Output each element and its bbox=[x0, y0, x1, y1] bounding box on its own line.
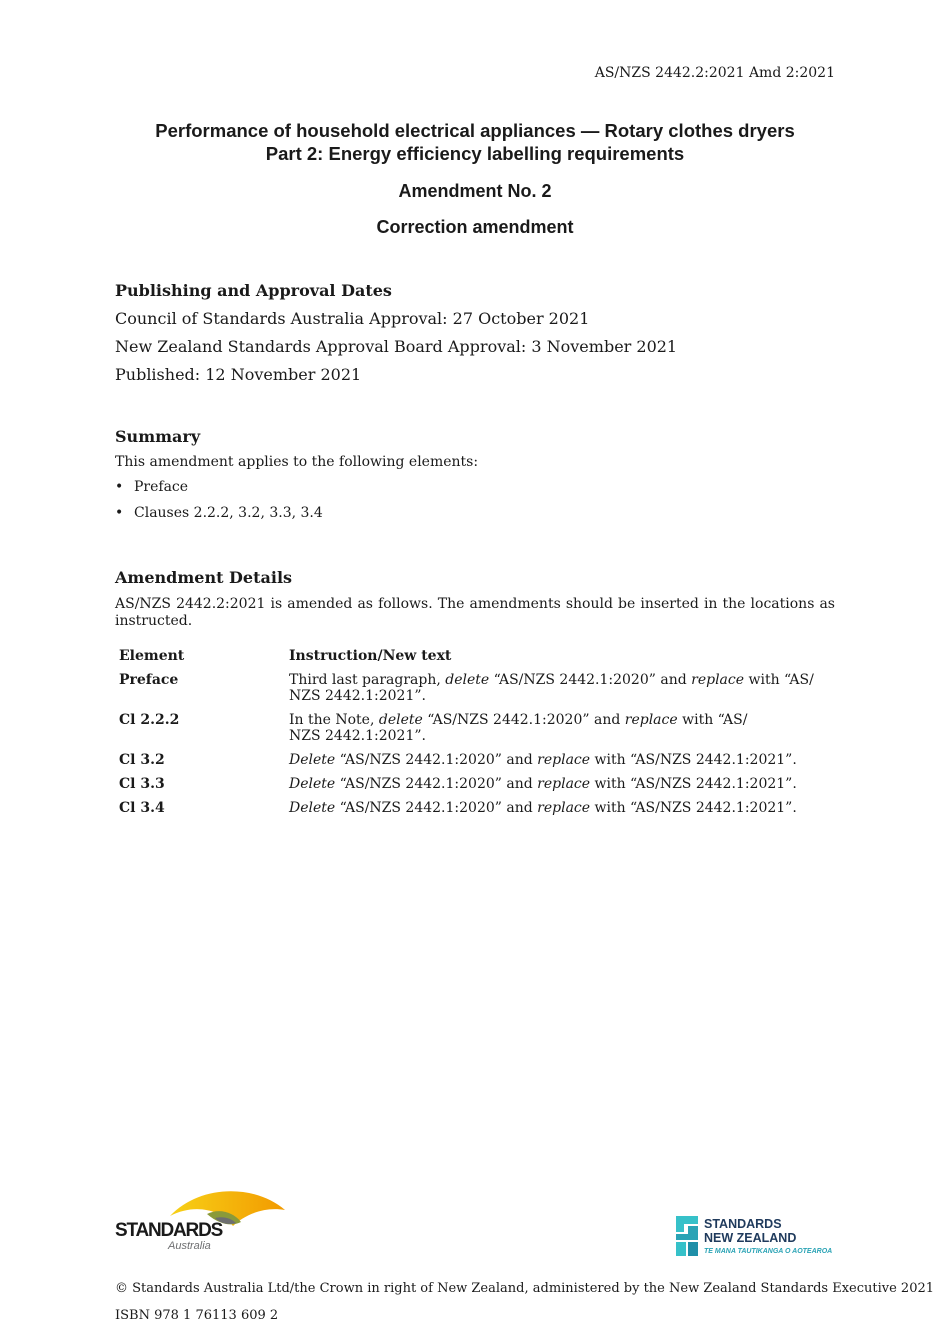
instruction-cell bbox=[285, 800, 835, 824]
summary-list bbox=[115, 479, 835, 521]
title-block bbox=[0, 119, 950, 238]
list-item: • Clauses 2.2.2, 3.2, 3.3, 3.4 bbox=[115, 505, 835, 521]
instruction-text: “AS/NZS 2442.1:2020” and bbox=[335, 752, 538, 768]
summary-section bbox=[115, 427, 835, 521]
table-row bbox=[115, 752, 835, 776]
instruction-text: NZS 2442.1:2021”. bbox=[289, 688, 426, 704]
instruction-verb: Delete bbox=[289, 776, 336, 792]
table-row bbox=[115, 776, 835, 800]
instruction-verb: replace bbox=[691, 672, 745, 688]
amendment-number: Amendment No. 2 bbox=[398, 181, 552, 201]
details-intro: AS/NZS 2442.2:2021 is amended as follows. The amendments should be inserted in the locations as instructed. bbox=[115, 596, 835, 629]
instruction-verb: replace bbox=[537, 752, 591, 768]
column-header-instruction: Instruction/New text bbox=[289, 648, 452, 664]
publishing-section bbox=[115, 281, 835, 384]
instruction-cell bbox=[285, 776, 835, 800]
table-row bbox=[115, 800, 835, 824]
sa-swoosh-icon bbox=[115, 1186, 295, 1256]
instruction-text: with “AS/NZS 2442.1:2021”. bbox=[590, 776, 797, 792]
element-cell: Cl 3.4 bbox=[119, 800, 165, 816]
table-header-row bbox=[115, 646, 835, 672]
instruction-text: “AS/NZS 2442.1:2020” and bbox=[335, 776, 538, 792]
element-cell: Cl 3.2 bbox=[119, 752, 165, 768]
snz-logo-line3: TE MANA TAUTIKANGA O AOTEAROA bbox=[704, 1248, 833, 1255]
sa-logo-text: STANDARDS bbox=[115, 1220, 223, 1241]
column-header-element: Element bbox=[119, 648, 185, 664]
instruction-text: with “AS/ bbox=[677, 712, 748, 728]
instruction-verb: replace bbox=[624, 712, 678, 728]
title-line-1: Performance of household electrical appliances — Rotary clothes dryers bbox=[155, 120, 795, 141]
instruction-verb: replace bbox=[537, 776, 591, 792]
approval-line-council: Council of Standards Australia Approval: 27 October 2021 bbox=[115, 309, 590, 328]
instruction-cell bbox=[285, 712, 835, 752]
copyright-notice: © Standards Australia Ltd/the Crown in right of New Zealand, administered by the New Zealand Standards Executive 2021 bbox=[115, 1281, 935, 1296]
sa-logo-subtext: Australia bbox=[168, 1240, 211, 1252]
instruction-verb: delete bbox=[378, 712, 423, 728]
instruction-verb: replace bbox=[537, 800, 591, 816]
instruction-text: Third last paragraph, bbox=[289, 672, 446, 688]
approval-line-nz: New Zealand Standards Approval Board Approval: 3 November 2021 bbox=[115, 337, 678, 356]
instruction-cell bbox=[285, 752, 835, 776]
instruction-verb: delete bbox=[445, 672, 490, 688]
table-row bbox=[115, 672, 835, 712]
element-cell: Cl 2.2.2 bbox=[119, 712, 180, 728]
instruction-verb: Delete bbox=[289, 800, 336, 816]
standards-new-zealand-logo bbox=[676, 1216, 841, 1262]
instruction-text: NZS 2442.1:2021”. bbox=[289, 728, 426, 744]
instruction-text: “AS/NZS 2442.1:2020” and bbox=[489, 672, 692, 688]
isbn: ISBN 978 1 76113 609 2 bbox=[115, 1308, 279, 1323]
title-line-2: Part 2: Energy efficiency labelling requirements bbox=[265, 143, 685, 164]
instruction-cell bbox=[285, 672, 835, 712]
details-section bbox=[115, 568, 835, 630]
snz-logo-line1: STANDARDS bbox=[704, 1217, 782, 1231]
instruction-text: In the Note, bbox=[289, 712, 379, 728]
document-reference: AS/NZS 2442.2:2021 Amd 2:2021 bbox=[594, 65, 835, 81]
amendment-table bbox=[115, 646, 835, 824]
instruction-text: with “AS/NZS 2442.1:2021”. bbox=[590, 752, 797, 768]
table-row bbox=[115, 712, 835, 752]
instruction-text: with “AS/ bbox=[744, 672, 814, 688]
list-item: • Preface bbox=[115, 479, 835, 495]
publishing-heading: Publishing and Approval Dates bbox=[115, 281, 392, 300]
snz-mark-icon bbox=[676, 1216, 841, 1258]
standards-australia-logo bbox=[115, 1186, 295, 1260]
summary-intro: This amendment applies to the following elements: bbox=[115, 454, 479, 470]
element-cell: Cl 3.3 bbox=[119, 776, 165, 792]
element-cell: Preface bbox=[119, 672, 179, 688]
instruction-verb: Delete bbox=[289, 752, 336, 768]
instruction-text: “AS/NZS 2442.1:2020” and bbox=[422, 712, 625, 728]
summary-heading: Summary bbox=[115, 427, 201, 446]
instruction-text: “AS/NZS 2442.1:2020” and bbox=[335, 800, 538, 816]
snz-logo-line2: NEW ZEALAND bbox=[704, 1231, 797, 1245]
amendment-type: Correction amendment bbox=[376, 217, 574, 237]
instruction-text: with “AS/NZS 2442.1:2021”. bbox=[590, 800, 797, 816]
published-date: Published: 12 November 2021 bbox=[115, 365, 362, 384]
details-heading: Amendment Details bbox=[115, 568, 293, 587]
